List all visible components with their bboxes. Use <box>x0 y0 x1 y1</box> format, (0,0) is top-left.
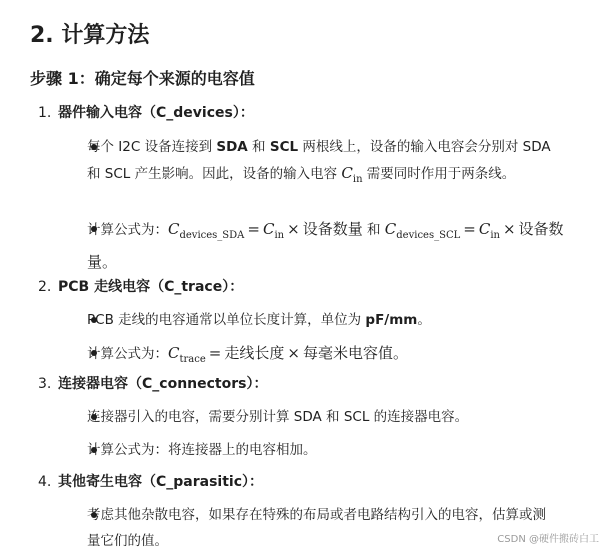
math-c-in: $C_{in}$ <box>341 164 363 185</box>
item-number: 3. <box>38 376 52 392</box>
watermark: CSDN @硬件搬砖白工 <box>497 534 599 545</box>
section-title: 2. 计算方法 <box>30 23 150 48</box>
formula-trace: 计算公式为：$C_{trace}$ = 走线长度 × 每毫米电容值。 <box>87 344 408 365</box>
item-number: 1. <box>38 105 52 121</box>
list-item-1 <box>38 102 254 124</box>
item-label: 其他寄生电容（C_parasitic）： <box>58 474 264 490</box>
item-number: 4. <box>38 474 52 490</box>
list-item-4 <box>38 471 263 493</box>
bullet-text: 连接器引入的电容，需要分别计算 SDA 和 SCL 的连接器电容。 <box>87 409 469 425</box>
step-heading: 步骤 1：确定每个来源的电容值 <box>30 69 255 88</box>
item-number: 2. <box>38 279 52 295</box>
bullet-text: 每个 I2C 设备连接到 SDA 和 SCL 两根线上，设备的输入电容会分别对 SDA 和 SCL 产生影响。因此，设备的输入电容 $C_{in}$ 需要同时作用于两条线。 <box>87 139 551 185</box>
item-label: PCB 走线电容（C_trace）： <box>58 279 244 295</box>
list-item-2 <box>38 276 243 298</box>
bullet-text: 计算公式为：将连接器上的电容相加。 <box>87 442 317 458</box>
item-label: 连接器电容（C_connectors）： <box>58 376 268 392</box>
item-label: 器件输入电容（C_devices）： <box>58 105 254 121</box>
formula-devices: 计算公式为：$C_{devices\_SDA} = C_{in}$ × 设备数量 和 $C_{devices\_SCL} = C_{in}$ × 设备数量。 <box>87 220 564 271</box>
bullet-text: PCB 走线的电容通常以单位长度计算，单位为 pF/mm。 <box>87 312 431 328</box>
bullet-text: 考虑其他杂散电容，如果存在特殊的布局或者电路结构引入的电容，估算或测量它们的值。 <box>87 507 546 549</box>
list-item-3 <box>38 373 267 395</box>
